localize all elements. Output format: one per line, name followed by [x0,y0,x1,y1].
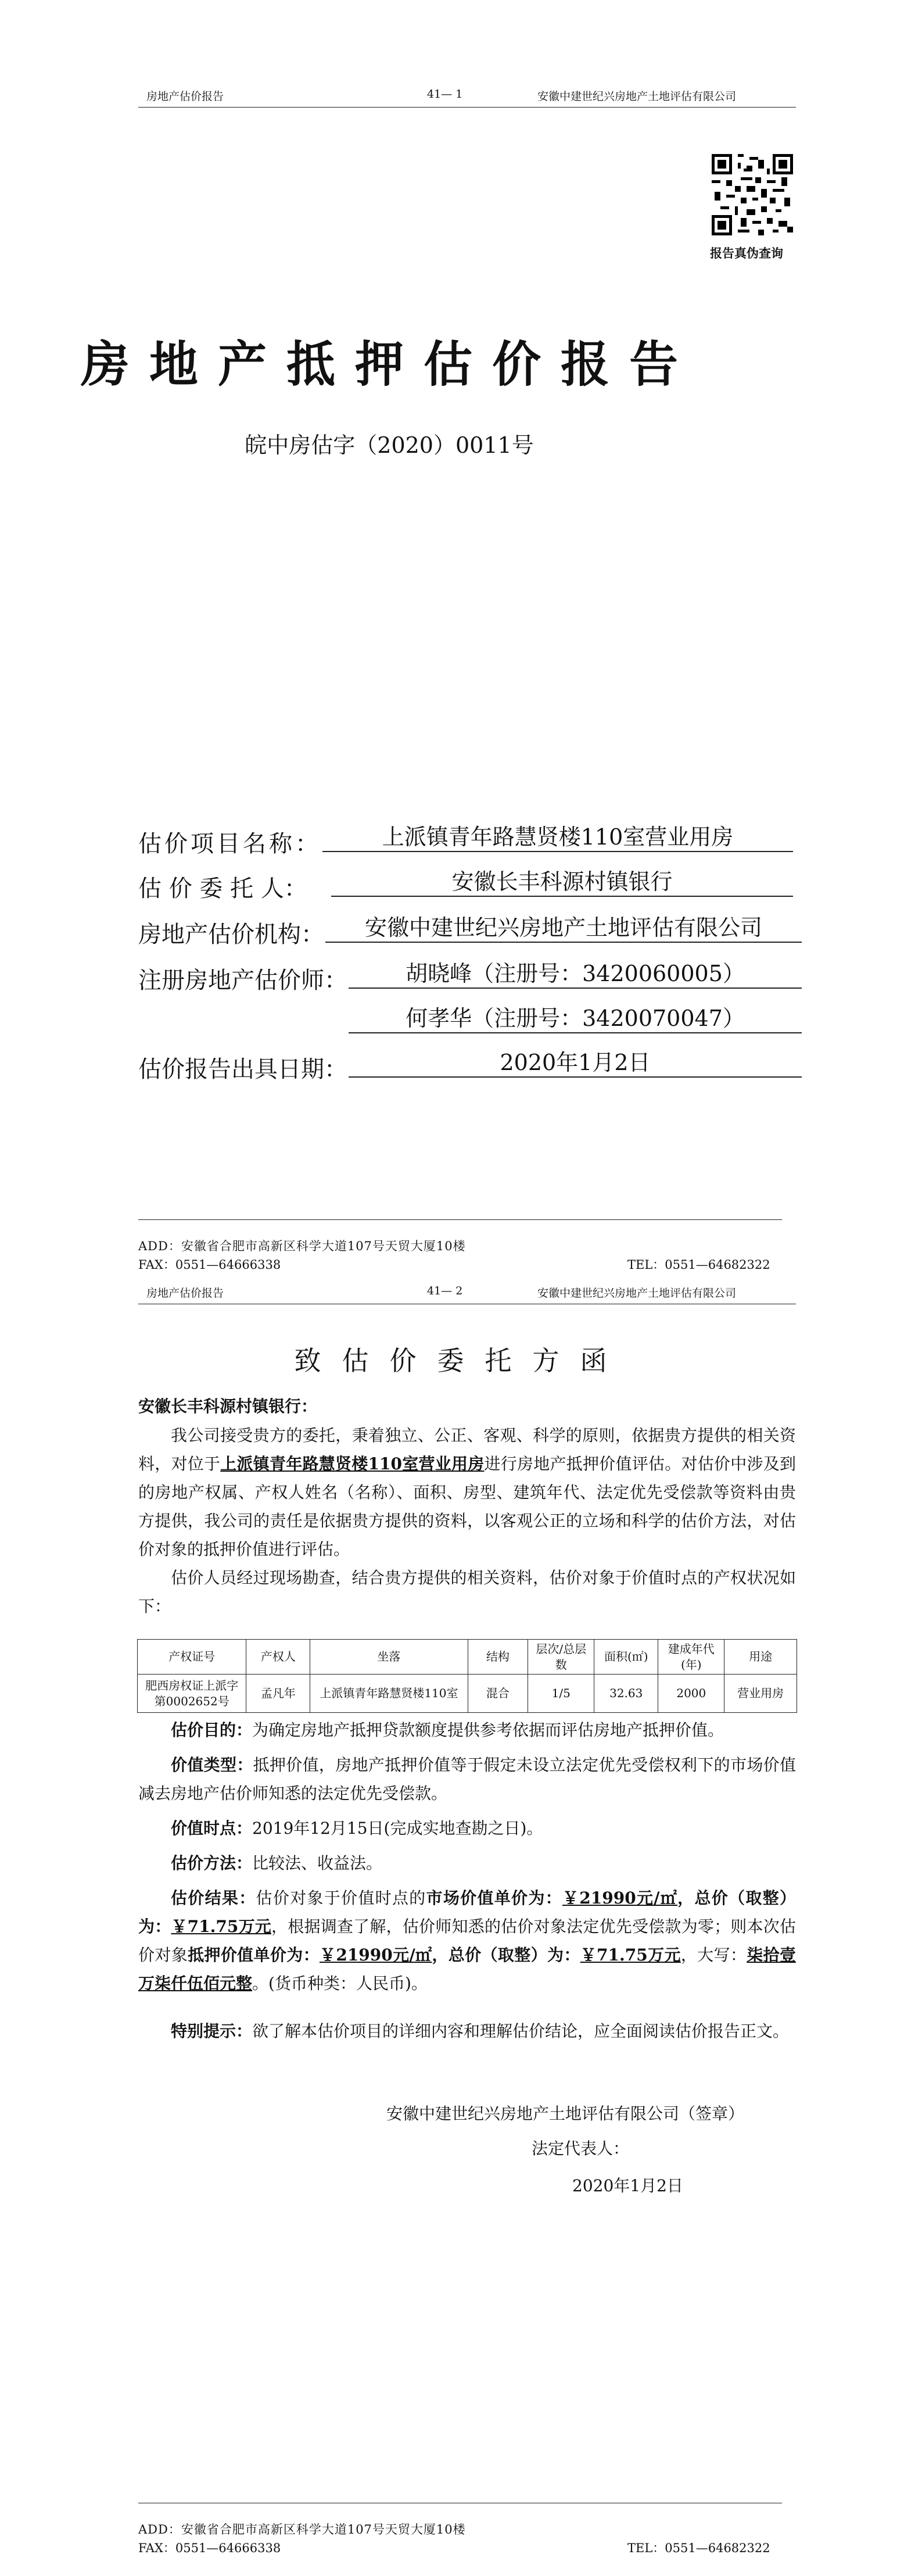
letter-title: 致估价委托方函 [294,1345,628,1376]
value-type: 价值类型：抵押价值，房地产抵押价值等于假定未设立法定优先受偿权利下的市场价值减去房地产估价师知悉的法定优先受偿款。 [138,1755,796,1803]
sign-date: 2020年1月2日 [572,2176,683,2195]
qr-label: 报告真伪查询 [710,246,783,260]
page1-footer-rule [138,1219,782,1220]
valuation-method: 估价方法：比较法、收益法。 [171,1854,383,1873]
field-label-agency: 房地产估价机构： [138,921,324,948]
page2-footer-address: ADD：安徽省合肥市高新区科学大道107号天贸大厦10楼 [138,2523,466,2536]
page1-header-company: 安徽中建世纪兴房地产土地评估有限公司 [537,90,737,103]
report-title: 房地产抵押估价报告 [80,335,698,393]
page1-footer-tel: TEL：0551—64682322 [627,1258,770,1272]
page1-header-left: 房地产估价报告 [146,90,224,103]
valuation-result: 估价结果：估价对象于价值时点的市场价值单价为：￥21990元/㎡，总价（取整）为：￥71.75万元，根据调查了解，估价师知悉的估价对象法定优先受偿款为零；则本次估价对象抵押价值单价为：￥21990元/㎡，总价（取整）为：￥71.75万元，大写：柒拾壹万柒仟伍佰元整。(货币种类：人民币)。 [138,1888,796,1993]
table-header: 产权人 [246,1640,310,1675]
table-cell: 上派镇青年路慧贤楼110室 [310,1675,468,1713]
special-tip: 特别提示：欲了解本估价项目的详细内容和理解估价结论，应全面阅读估价报告正文。 [171,2022,790,2041]
field-label-client: 估 价 委 托 人： [138,875,307,902]
table-header: 坐落 [310,1640,468,1675]
page2-header-page: 41— 2 [427,1285,463,1297]
page2-footer-fax: FAX：0551—64666338 [138,2541,281,2555]
page2-header-company: 安徽中建世纪兴房地产土地评估有限公司 [537,1287,737,1300]
field-value-client: 安徽长丰科源村镇银行 [331,868,793,897]
market-unit-price: ￥21990元/㎡ [562,1888,678,1908]
page2-header-left: 房地产估价报告 [146,1287,224,1300]
table-cell: 1/5 [528,1675,594,1713]
table-header: 层次/总层数 [528,1640,594,1675]
table-header: 产权证号 [138,1640,246,1675]
field-label-project: 估价项目名称： [138,831,321,857]
page2-footer-tel: TEL：0551—64682322 [627,2541,770,2555]
valuation-purpose: 估价目的：为确定房地产抵押贷款额度提供参考依据而评估房地产抵押价值。 [171,1720,724,1740]
field-label-appraiser: 注册房地产估价师： [138,967,347,994]
field-value-project: 上派镇青年路慧贤楼110室营业用房 [322,823,793,852]
table-cell: 营业用房 [724,1675,797,1713]
project-name-highlight: 上派镇青年路慧贤楼110室营业用房 [220,1454,485,1473]
market-total-price: ￥71.75万元 [171,1917,272,1936]
table-cell: 肥西房权证上派字第0002652号 [138,1675,246,1713]
table-cell: 孟凡年 [246,1675,310,1713]
page1-header-rule [138,107,796,108]
amount-in-words: 柒拾壹万柒仟伍佰元整 [138,1945,796,1993]
table-cell: 32.63 [594,1675,658,1713]
table-cell: 2000 [658,1675,724,1713]
field-value-agency: 安徽中建世纪兴房地产土地评估有限公司 [325,914,802,943]
sign-company: 安徽中建世纪兴房地产土地评估有限公司（签章） [386,2104,745,2123]
page1-footer-address: ADD：安徽省合肥市高新区科学大道107号天贸大厦10楼 [138,1239,466,1253]
report-number: 皖中房估字（2020）0011号 [245,432,534,458]
field-value-appraiser-1: 胡晓峰（注册号：3420060005） [349,960,802,989]
page1-header-page: 41— 1 [427,88,463,101]
mortgage-total-price: ￥71.75万元 [580,1945,681,1965]
valuation-date: 价值时点：2019年12月15日(完成实地查勘之日)。 [171,1819,543,1838]
field-label-date: 估价报告出具日期： [138,1056,347,1083]
table-header: 建成年代(年) [658,1640,724,1675]
sign-legal-rep: 法定代表人： [532,2139,630,2158]
table-header-row [138,1640,797,1675]
letter-paragraph-2: 估价人员经过现场勘查，结合贵方提供的相关资料，估价对象于价值时点的产权状况如下： [138,1568,796,1616]
table-row [138,1675,797,1713]
page1-footer-fax: FAX：0551—64666338 [138,1258,281,1272]
letter-salutation: 安徽长丰科源村镇银行： [138,1397,318,1416]
table-header: 面积(㎡) [594,1640,658,1675]
mortgage-unit-price: ￥21990元/㎡ [319,1945,432,1965]
letter-paragraph-1: 我公司接受贵方的委托，秉着独立、公正、客观、科学的原则，依据贵方提供的相关资料，对位于上派镇青年路慧贤楼110室营业用房进行房地产抵押价值评估。对估价中涉及到的房地产权属、产权人姓名（名称）、面积、房型、建筑年代、法定优先受偿款等资料由贵方提供，我公司的责任是依据贵方提供的资料，以客观公正的立场和科学的估价方法，对估价对象的抵押价值进行评估。 [138,1426,796,1559]
qr-code [712,154,793,235]
table-cell: 混合 [468,1675,528,1713]
field-value-appraiser-2: 何孝华（注册号：3420070047） [349,1004,802,1033]
field-value-date: 2020年1月2日 [349,1049,802,1078]
property-table [137,1639,797,1713]
table-header: 结构 [468,1640,528,1675]
table-header: 用途 [724,1640,797,1675]
